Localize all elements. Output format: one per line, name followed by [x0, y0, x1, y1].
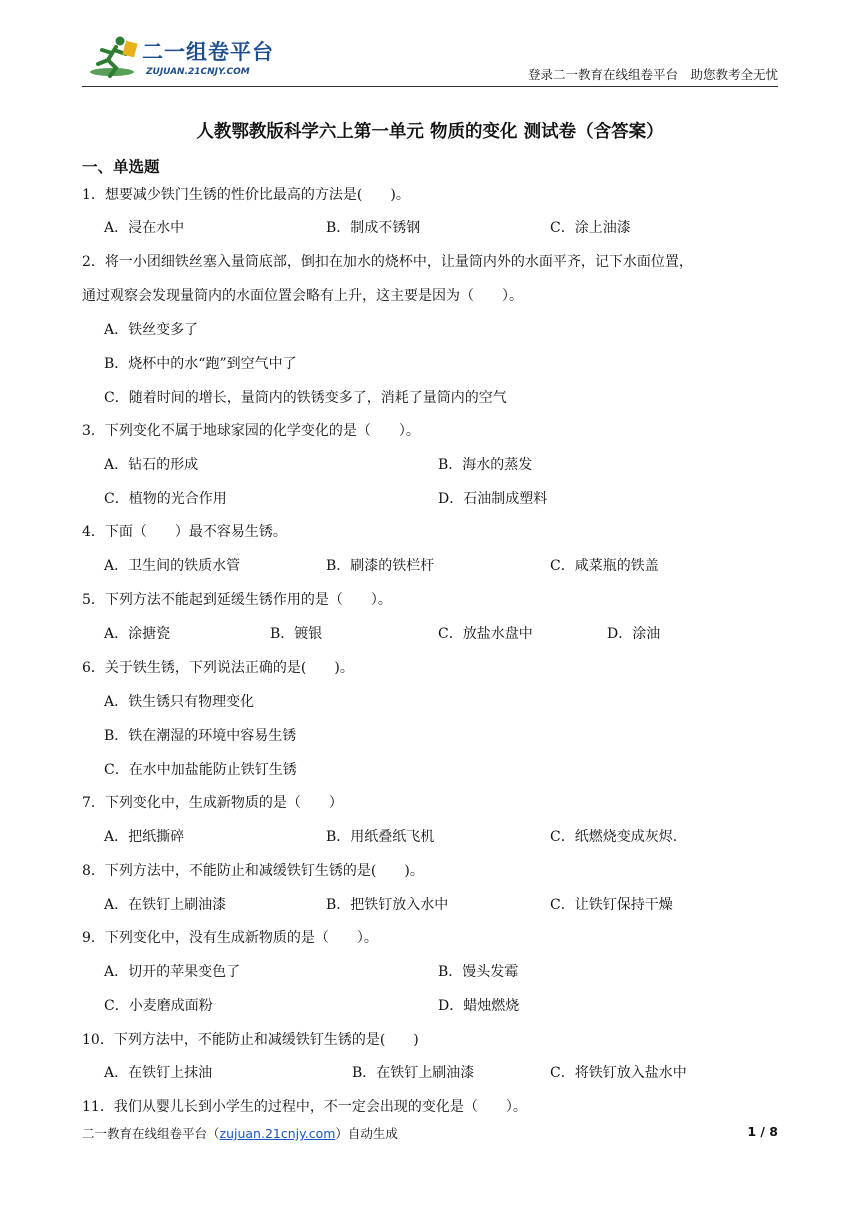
logo[interactable]	[86, 34, 276, 82]
footer-link[interactable]: zujuan.21cnjy.com	[219, 1126, 336, 1141]
question-7-option-b: B．用纸叠纸飞机	[326, 829, 435, 845]
question-2-option-b: B．烧杯中的水“跑”到空气中了	[104, 356, 297, 372]
question-8-option-c: C．让铁钉保持干燥	[550, 897, 673, 913]
question-3-option-d: D．石油制成塑料	[438, 491, 548, 507]
question-2-option-c: C．随着时间的增长，量筒内的铁锈变多了，消耗了量筒内的空气	[104, 390, 507, 406]
footer-prefix: 二一教育在线组卷平台（	[82, 1126, 220, 1141]
question-5-option-b: B．镀银	[270, 626, 323, 642]
logo-url: ZUJUAN.21CNJY.COM	[146, 67, 250, 77]
question-10-option-b: B．在铁钉上刷油漆	[352, 1065, 475, 1081]
question-9-option-d: D．蜡烛燃烧	[438, 998, 520, 1014]
question-2-stem-line1: 2．将一小团细铁丝塞入量筒底部，倒扣在加水的烧杯中，让量筒内外的水面平齐，记下水面位置，	[82, 254, 693, 270]
question-1-option-b: B．制成不锈钢	[326, 220, 421, 236]
question-8-option-b: B．把铁钉放入水中	[326, 897, 449, 913]
question-5-option-d: D．涂油	[607, 626, 661, 642]
question-6-option-b: B．铁在潮湿的环境中容易生锈	[104, 728, 297, 744]
question-6-stem: 6．关于铁生锈，下列说法正确的是( )。	[82, 660, 354, 676]
question-3-option-b: B．海水的蒸发	[438, 457, 533, 473]
section-heading: 一、单选题	[82, 158, 160, 176]
question-9-option-b: B．馒头发霉	[438, 964, 519, 980]
question-9-option-c: C．小麦磨成面粉	[104, 998, 213, 1014]
logo-title: 二一组卷平台	[142, 40, 274, 64]
question-5-option-a: A．涂搪瓷	[104, 626, 171, 642]
question-1-option-a: A．浸在水中	[104, 220, 185, 236]
question-2-stem-line2: 通过观察会发现量筒内的水面位置会略有上升，这主要是因为（ ）。	[82, 288, 523, 304]
question-4-option-a: A．卫生间的铁质水管	[104, 558, 241, 574]
question-1-option-c: C．涂上油漆	[550, 220, 631, 236]
question-10-option-c: C．将铁钉放入盐水中	[550, 1065, 687, 1081]
question-5-stem: 5．下列方法不能起到延缓生锈作用的是（ ）。	[82, 592, 392, 608]
question-5-option-c: C．放盐水盘中	[438, 626, 533, 642]
question-4-option-c: C．咸菜瓶的铁盖	[550, 558, 659, 574]
footer-source	[82, 1124, 398, 1142]
question-6-option-c: C．在水中加盐能防止铁钉生锈	[104, 762, 297, 778]
question-3-stem: 3．下列变化不属于地球家园的化学变化的是（ ）。	[82, 423, 420, 439]
question-6-option-a: A．铁生锈只有物理变化	[104, 694, 255, 710]
question-9-stem: 9．下列变化中，没有生成新物质的是（ ）。	[82, 930, 378, 946]
question-3-option-c: C．植物的光合作用	[104, 491, 227, 507]
page-number: 1 / 8	[747, 1124, 778, 1139]
question-8-option-a: A．在铁钉上刷油漆	[104, 897, 227, 913]
page-title: 人教鄂教版科学六上第一单元 物质的变化 测试卷（含答案）	[196, 122, 664, 142]
question-10-option-a: A．在铁钉上抹油	[104, 1065, 213, 1081]
header-slogan: 登录二一教育在线组卷平台 助您教考全无忧	[527, 67, 778, 82]
question-1-stem: 1．想要减少铁门生锈的性价比最高的方法是( )。	[82, 187, 410, 203]
question-4-option-b: B．刷漆的铁栏杆	[326, 558, 435, 574]
runner-logo-icon	[86, 34, 142, 82]
question-4-stem: 4．下面（ ）最不容易生锈。	[82, 524, 287, 540]
question-11-stem: 11．我们从婴儿长到小学生的过程中，不一定会出现的变化是（ ）。	[82, 1099, 527, 1115]
question-2-option-a: A．铁丝变多了	[104, 322, 199, 338]
question-3-option-a: A．钻石的形成	[104, 457, 199, 473]
page-header	[82, 30, 778, 87]
question-7-stem: 7．下列变化中，生成新物质的是（ ）	[82, 795, 343, 811]
question-9-option-a: A．切开的苹果变色了	[104, 964, 241, 980]
question-10-stem: 10．下列方法中，不能防止和减缓铁钉生锈的是( )	[82, 1032, 419, 1048]
footer-suffix: ）自动生成	[335, 1126, 398, 1141]
question-7-option-c: C．纸燃烧变成灰烬.	[550, 829, 678, 845]
question-8-stem: 8．下列方法中，不能防止和减缓铁钉生锈的是( )。	[82, 863, 424, 879]
question-7-option-a: A．把纸撕碎	[104, 829, 185, 845]
